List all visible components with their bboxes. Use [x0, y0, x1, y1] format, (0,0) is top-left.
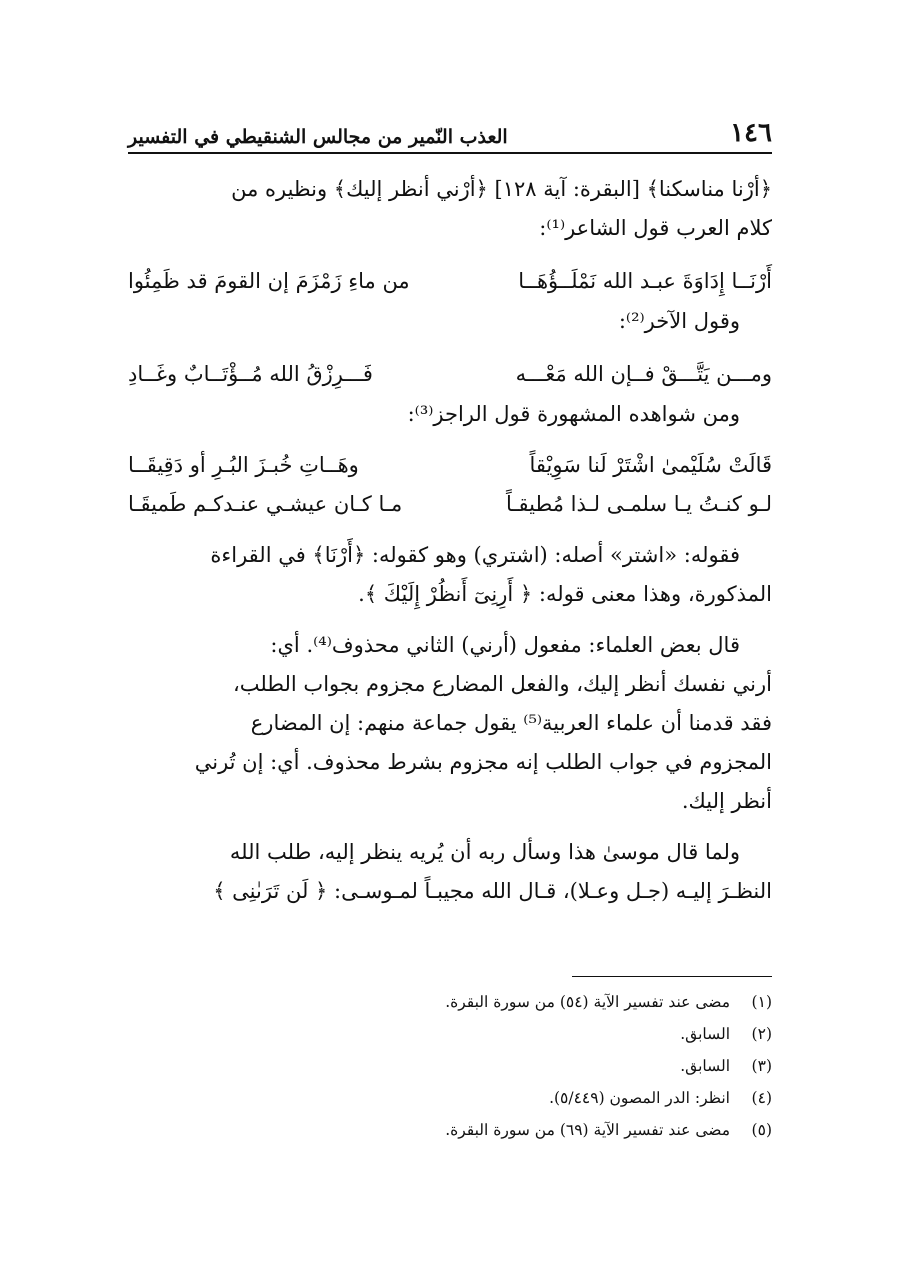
- running-header: [128, 108, 772, 148]
- verse-second-hemistich: وهَــاتِ خُبـزَ البُـرِ أو دَقِيقَــا: [128, 453, 359, 477]
- verse-first-hemistich: ومـــن يَتَّـــقْ فــإن الله مَعْـــه: [515, 362, 772, 386]
- verse-first-hemistich: قَالَتْ سُلَيْمىٰ اشْتَرْ لَنا سَوِيْقاً: [529, 453, 772, 477]
- footnote-text: السابق.: [680, 1057, 730, 1075]
- paragraph-line: كلام العرب قول الشاعر⁽¹⁾:: [539, 216, 772, 240]
- paragraph-line: ومن شواهده المشهورة قول الراجز⁽³⁾:: [407, 402, 740, 426]
- footnote-item: [172, 1114, 772, 1146]
- verse-second-hemistich: من ماءِ زَمْزَمَ إن القومَ قد ظَمِئُوا: [128, 269, 410, 293]
- header-rule: [128, 152, 772, 154]
- paragraph-line: وقول الآخر⁽²⁾:: [618, 309, 740, 333]
- footnotes: [172, 986, 772, 1146]
- paragraph-line: ﴿أرْنا مناسكنا﴾ [البقرة: آية ١٢٨] ﴿أرْني أنظر إليك﴾ ونظيره من: [231, 177, 772, 201]
- paragraph-line: المجزوم في جواب الطلب إنه مجزوم بشرط محذوف. أي: إن تُرني: [194, 750, 772, 774]
- footnote-item: [172, 1082, 772, 1114]
- paragraph-line: ولما قال موسىٰ هذا وسأل ربه أن يُريه ينظر إليه، طلب الله: [229, 840, 740, 864]
- page-number: ١٤٦: [730, 118, 772, 148]
- verse-second-hemistich: مـا كـان عيشـي عنـدكـم طَميقَـا: [128, 492, 403, 516]
- footnote-number: (٥): [751, 1121, 772, 1139]
- poetry-verse: [128, 446, 772, 485]
- footnote-number: (١): [751, 993, 772, 1011]
- paragraph-line: فقد قدمنا أن علماء العربية⁽⁵⁾ يقول جماعة منهم: إن المضارع: [250, 711, 772, 735]
- paragraph-line: أنظر إليك.: [681, 789, 772, 813]
- paragraph-line: قال بعض العلماء: مفعول (أرني) الثاني محذوف⁽⁴⁾. أي:: [270, 633, 740, 657]
- footnote-item: [172, 1018, 772, 1050]
- footnote-text: مضى عند تفسير الآية (٦٩) من سورة البقرة.: [445, 1121, 730, 1139]
- page-body: [128, 170, 772, 911]
- footnote-text: السابق.: [680, 1025, 730, 1043]
- running-title: العذب النّمير من مجالس الشنقيطي في التفسير: [128, 126, 508, 148]
- paragraph-line: المذكورة، وهذا معنى قوله: ﴿ أَرِنِىٓ أَنظُرْ إِلَيْكَ ﴾.: [358, 582, 772, 606]
- paragraph-line: فقوله: «اشتر» أصله: (اشتري) وهو كقوله: ﴿أَرْنَا﴾ في القراءة: [210, 543, 740, 567]
- footnote-item: [172, 1050, 772, 1082]
- paragraph-line: النظـرَ إليـه (جـل وعـلا)، قـال الله مجيبـاً لمـوسـى: ﴿ لَن تَرَىٰنِى ﴾: [213, 879, 772, 903]
- paragraph-line: أرني نفسك أنظر إليك، والفعل المضارع مجزوم بجواب الطلب،: [232, 672, 772, 696]
- verse-second-hemistich: فَـــرِزْقُ الله مُــؤْتَــابٌ وغَــادِ: [128, 362, 373, 386]
- verse-first-hemistich: لـو كنـتُ يـا سلمـى لـذا مُطيقـاً: [505, 492, 772, 516]
- footnote-rule: [572, 976, 772, 977]
- poetry-verse: [128, 260, 772, 302]
- poetry-verse: [128, 485, 772, 524]
- footnote-text: انظر: الدر المصون (٥/٤٤٩).: [549, 1089, 730, 1107]
- verse-first-hemistich: أَرْنَــا إِدَاوَةَ عبـد الله نَمْلَــؤُهَــا: [518, 269, 772, 293]
- footnote-number: (٤): [751, 1089, 772, 1107]
- footnote-number: (٣): [751, 1057, 772, 1075]
- poetry-verse: [128, 353, 772, 395]
- footnote-item: [172, 986, 772, 1018]
- footnote-text: مضى عند تفسير الآية (٥٤) من سورة البقرة.: [445, 993, 730, 1011]
- footnote-number: (٢): [751, 1025, 772, 1043]
